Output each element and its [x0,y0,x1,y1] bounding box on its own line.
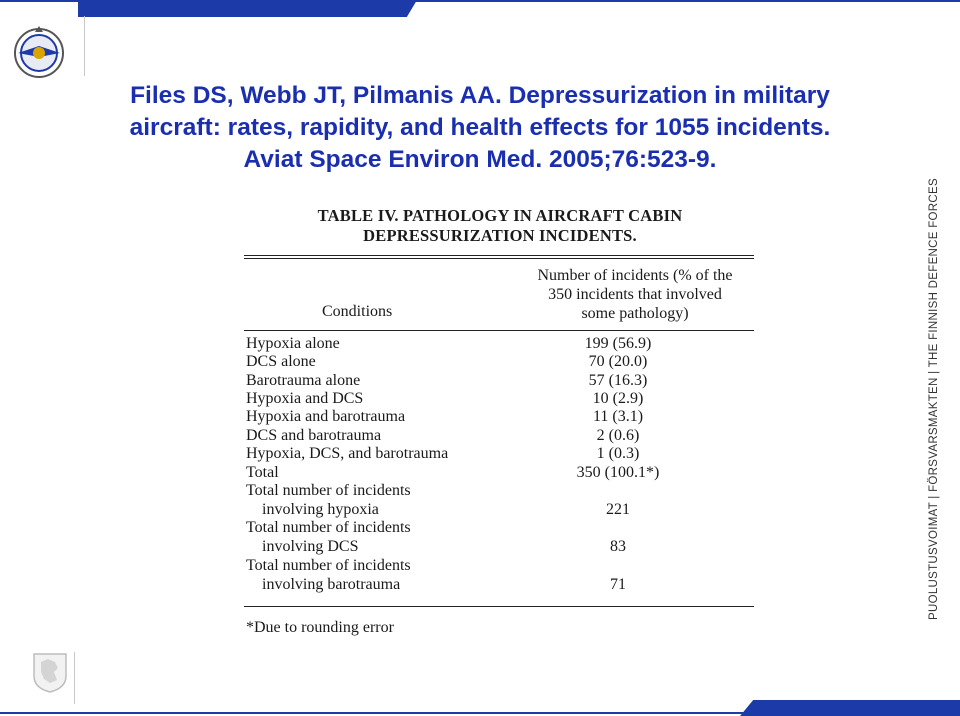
row-condition: Total [246,464,279,481]
table-caption-line-2: DEPRESSURIZATION INCIDENTS. [363,226,637,245]
row-condition: involving DCS [262,538,359,555]
side-organization-text: PUOLUSTUSVOIMAT | FÖRSVARSMAKTEN | THE FINNISH DEFENCE FORCES [928,178,940,620]
header-divider [84,16,85,76]
top-accent-bar [0,0,960,20]
row-value: 221 [606,501,630,518]
row-value: 83 [610,538,626,555]
table-row [246,390,754,408]
bottom-accent-bar [0,700,960,716]
row-condition: Total number of incidents [246,557,411,574]
top-accent-band [78,0,417,17]
row-condition: DCS alone [246,353,316,370]
column-header-number-line-3: some pathology) [581,305,689,322]
table-caption-line-1: TABLE IV. PATHOLOGY IN AIRCRAFT CABIN [317,206,683,225]
table-row [246,501,754,519]
title-line-3: Aviat Space Environ Med. 2005;76:523-9. [243,146,717,173]
row-value: 11 (3.1) [592,408,644,425]
row-value: 350 (100.1*) [576,464,660,481]
table-bottom-rule [244,606,754,607]
row-condition: Total number of incidents [246,482,411,499]
column-header-number-line-2: 350 incidents that involved [548,286,722,303]
row-value: 1 (0.3) [596,445,640,462]
column-header-number [520,266,750,323]
row-condition: Hypoxia and DCS [246,390,364,407]
table-top-rule [244,255,754,256]
table-row [246,482,754,500]
table-row [246,519,754,537]
table-row [246,576,754,594]
row-condition: Barotrauma alone [246,372,361,389]
table-top-rule-2 [244,258,754,259]
table-row [246,335,754,353]
bottom-accent-band [740,700,960,716]
row-condition: DCS and barotrauma [246,427,382,444]
table-row [246,408,754,426]
table-row [246,372,754,390]
row-value: 10 (2.9) [592,390,644,407]
table-row [246,353,754,371]
air-force-emblem-icon [10,24,68,82]
table-row [246,445,754,463]
row-value: 70 (20.0) [588,353,648,370]
table-row [246,538,754,556]
slide-title [70,80,890,176]
finnish-lion-emblem-icon [28,650,72,694]
table-row [246,557,754,575]
row-condition: Hypoxia, DCS, and barotrauma [246,445,449,462]
row-condition: Hypoxia and barotrauma [246,408,406,425]
table-footnote: *Due to rounding error [246,619,394,636]
header-rule [244,330,754,331]
row-value: 57 (16.3) [588,372,648,389]
column-header-number-line-1: Number of incidents (% of the [537,267,733,284]
title-line-2: aircraft: rates, rapidity, and health effects for 1055 incidents. [129,114,831,141]
table-row [246,464,754,482]
row-value: 71 [610,576,626,593]
row-value: 2 (0.6) [596,427,640,444]
table-row [246,427,754,445]
row-condition: involving hypoxia [262,501,379,518]
footer-divider [74,652,75,704]
row-value: 199 (56.9) [584,335,652,352]
column-header-conditions: Conditions [322,303,393,320]
row-condition: involving barotrauma [262,576,401,593]
title-line-1: Files DS, Webb JT, Pilmanis AA. Depressurization in military [130,82,830,109]
table-caption [240,206,760,246]
row-condition: Hypoxia alone [246,335,340,352]
row-condition: Total number of incidents [246,519,411,536]
pathology-table [240,200,760,650]
